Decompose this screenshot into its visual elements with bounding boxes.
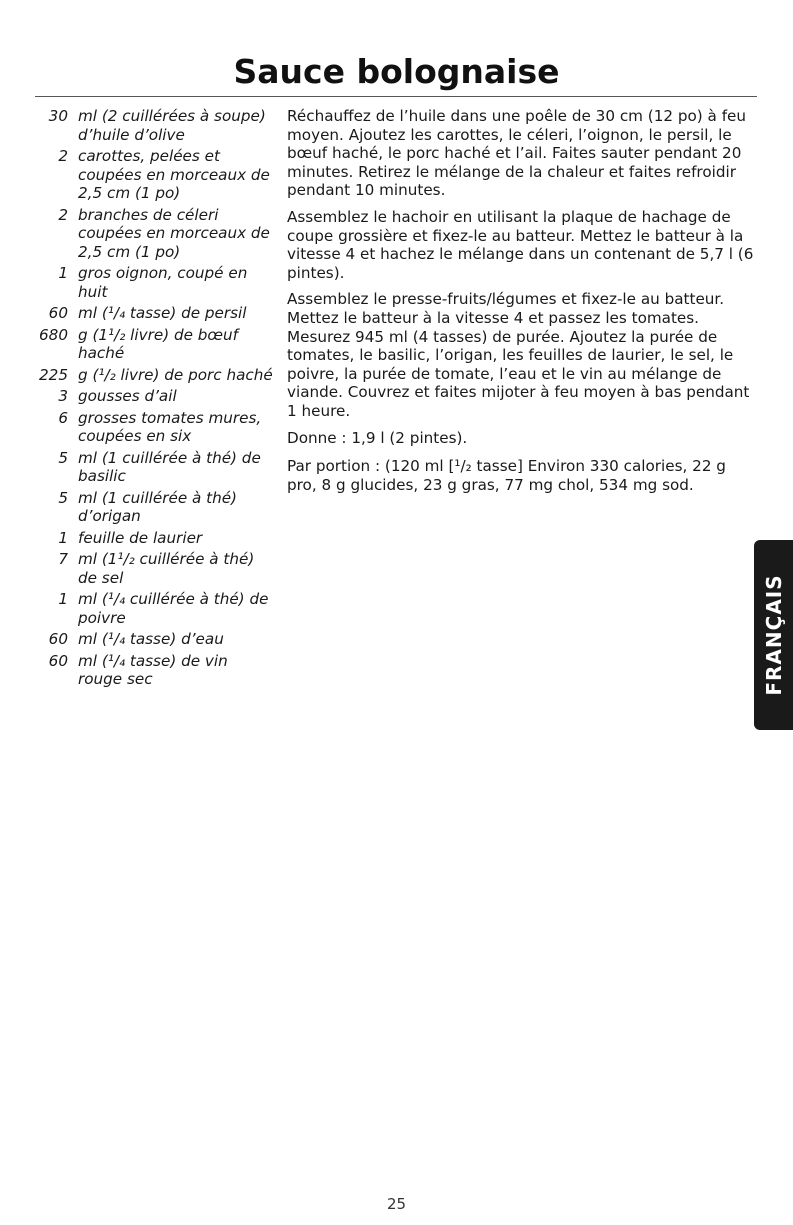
ingredient-qty: 5 xyxy=(58,448,68,467)
instruction-paragraph: Assemblez le hachoir en utilisant la plaque de hachage de coupe grossière et fixez-le au batteur. Mettez le batteur à la vitesse 4 et hachez le mélange dans un contenant de 5,7 l (6 pintes). xyxy=(287,207,754,282)
ingredient-qty: 5 xyxy=(58,488,68,507)
ingredient-item xyxy=(28,304,278,323)
ingredient-item xyxy=(28,550,278,587)
ingredient-qty: 2 xyxy=(58,147,68,165)
ingredient-qty: 680 xyxy=(39,325,68,344)
ingredient-item xyxy=(28,630,278,649)
ingredient-qty: 6 xyxy=(58,408,68,427)
ingredient-item xyxy=(28,449,278,486)
instruction-paragraph: Assemblez le presse-fruits/légumes et fixez-le au batteur. Mettez le batteur à la vitesse 4 et passez les tomates. Mesurez 945 ml (4 tasses) de purée. Ajoutez la purée de tomates, le basilic, l’origan, les feuilles de laurier, le sel, le poivre, la purée de tomate, l’eau et le vin au mélange de viande. Couvrez et faites mijoter à feu moyen à bas pendant 1 heure. xyxy=(287,290,750,420)
ingredient-qty: 2 xyxy=(58,205,68,224)
ingredient-desc: ml (¹/₄ tasse) de vin rouge sec xyxy=(78,651,228,688)
ingredient-qty: 1 xyxy=(58,590,68,608)
ingredient-desc: gros oignon, coupé en huit xyxy=(78,264,248,301)
ingredient-qty: 1 xyxy=(58,528,68,547)
ingredient-item xyxy=(28,264,278,301)
ingredient-desc: ml (1 cuillérée à thé) de basilic xyxy=(78,448,261,485)
ingredient-item xyxy=(28,489,278,526)
ingredient-desc: ml (1¹/₂ cuillérée à thé) de sel xyxy=(78,550,255,587)
ingredient-desc: branches de céleri coupées en morceaux de 2,5 cm (1 po) xyxy=(78,205,270,261)
ingredient-desc: gousses d’ail xyxy=(78,387,177,405)
ingredient-desc: ml (¹/₄ cuillérée à thé) de poivre xyxy=(78,590,269,627)
language-tab xyxy=(754,540,793,730)
ingredient-item xyxy=(28,652,278,689)
ingredient-qty: 60 xyxy=(48,630,68,648)
yield-text: Donne : 1,9 l (2 pintes). xyxy=(287,428,468,447)
ingredient-item xyxy=(28,147,278,203)
ingredient-desc: ml (¹/₄ tasse) de persil xyxy=(78,304,247,322)
nutrition-text: Par portion : (120 ml [¹/₂ tasse] Environ 330 calories, 22 g pro, 8 g glucides, 23 g gras, 77 mg chol, 534 mg sod. xyxy=(287,457,726,494)
ingredient-item xyxy=(28,590,278,627)
ingredient-desc: grosses tomates mures, coupées en six xyxy=(78,408,262,445)
ingredient-desc: carottes, pelées et coupées en morceaux de 2,5 cm (1 po) xyxy=(78,147,270,202)
ingredient-qty: 60 xyxy=(48,304,68,322)
ingredient-qty: 225 xyxy=(39,365,68,384)
ingredient-item xyxy=(28,206,278,262)
ingredient-item xyxy=(28,366,278,385)
ingredient-desc: feuille de laurier xyxy=(78,528,203,547)
ingredient-item xyxy=(28,529,278,548)
ingredient-desc: ml (¹/₄ tasse) d’eau xyxy=(78,630,224,648)
instructions xyxy=(287,107,757,502)
instruction-paragraph: Réchauffez de l’huile dans une poêle de 30 cm (12 po) à feu moyen. Ajoutez les carottes, le céleri, l’oignon, le persil, le bœuf haché, le porc haché et l’ail. Faites sauter pendant 20 minutes. Retirez le mélange de la chaleur et faites refroidir pendant 10 minutes. xyxy=(287,107,747,200)
page-title: Sauce bolognaise xyxy=(233,52,560,91)
ingredient-list xyxy=(28,107,278,692)
ingredient-item xyxy=(28,409,278,446)
ingredient-item xyxy=(28,326,278,363)
ingredient-qty: 7 xyxy=(58,550,68,568)
ingredient-desc: ml (1 cuillérée à thé) d’origan xyxy=(78,488,237,525)
page-number: 25 xyxy=(386,1195,407,1213)
ingredient-desc: ml (2 cuillérées à soupe) d’huile d’olive xyxy=(78,107,266,144)
ingredient-qty: 60 xyxy=(48,651,68,670)
title-divider xyxy=(35,96,757,97)
ingredient-qty: 30 xyxy=(48,107,68,125)
ingredient-desc: g (¹/₂ livre) de porc haché xyxy=(78,365,273,384)
ingredient-item xyxy=(28,387,278,406)
ingredient-qty: 1 xyxy=(58,264,68,282)
ingredient-desc: g (1¹/₂ livre) de bœuf haché xyxy=(78,325,238,362)
language-tab-label: FRANÇAIS xyxy=(761,574,786,696)
ingredient-qty: 3 xyxy=(58,387,68,405)
ingredient-item xyxy=(28,107,278,144)
